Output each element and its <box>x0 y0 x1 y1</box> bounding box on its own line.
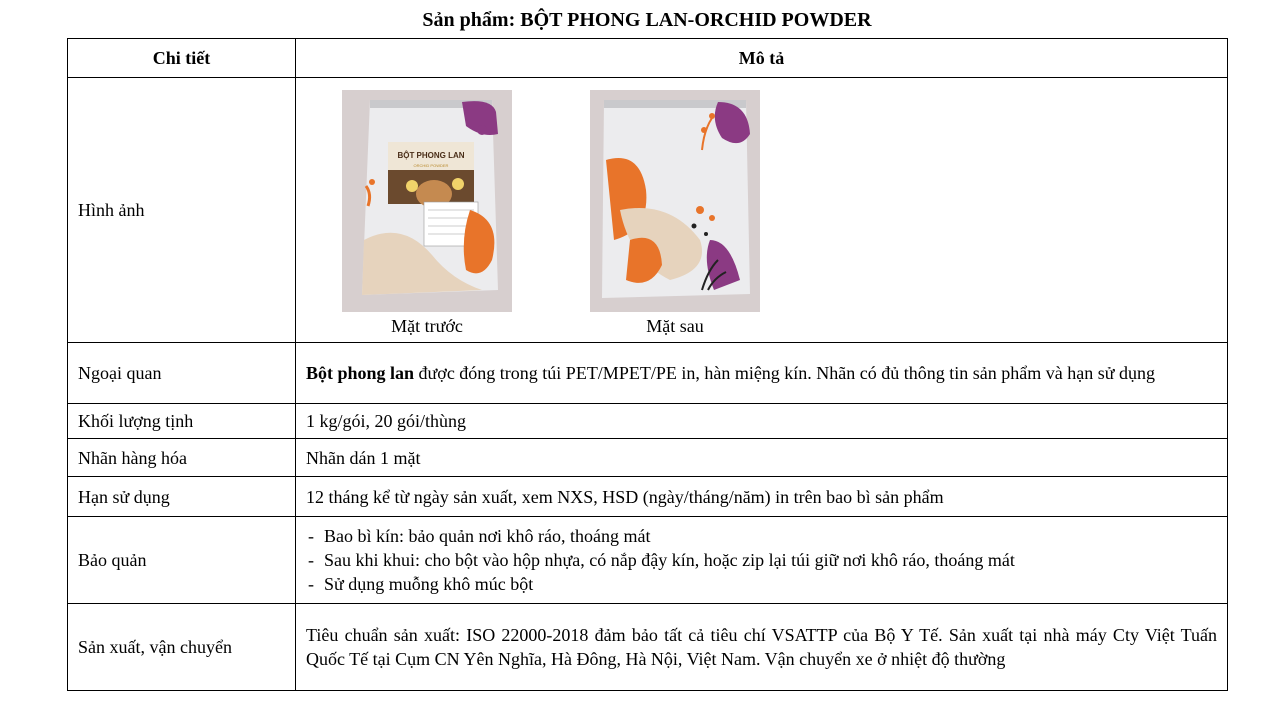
header-detail: Chi tiết <box>68 39 296 78</box>
package-back-image <box>590 90 760 312</box>
row-label-expiry: Hạn sử dụng <box>68 477 296 517</box>
caption-front: Mặt trước <box>391 316 463 336</box>
package-front-image <box>342 90 512 312</box>
list-item: - Sử dụng muỗng khô múc bột <box>306 572 1217 596</box>
table-row-expiry <box>68 477 1228 517</box>
page-title: Sản phẩm: BỘT PHONG LAN-ORCHID POWDER <box>422 9 872 31</box>
package-front-label: BỘT PHONG LAN <box>397 151 465 160</box>
table-row-image <box>68 78 1228 343</box>
row-value-expiry: 12 tháng kể từ ngày sản xuất, xem NXS, HSD (ngày/tháng/năm) in trên bao bì sản phẩm <box>296 477 1228 517</box>
header-description: Mô tả <box>296 39 1228 78</box>
table-row-brand-label <box>68 439 1228 477</box>
row-value-appearance <box>296 343 1228 404</box>
row-label-brand-label: Nhãn hàng hóa <box>68 439 296 477</box>
table-row-net-weight <box>68 404 1228 439</box>
table-header-row <box>68 39 1228 78</box>
caption-back: Mặt sau <box>646 316 704 336</box>
row-value-production: Tiêu chuẩn sản xuất: ISO 22000-2018 đảm bảo tất cả tiêu chí VSATTP của Bộ Y Tế. Sản xuất tại nhà máy Cty Việt Tuấn Quốc Tế tại Cụm CN Yên Nghĩa, Hà Đông, Hà Nội, Việt Nam. Vận chuyển xe ở nhiệt độ thường <box>296 604 1228 691</box>
row-value-brand-label: Nhãn dán 1 mặt <box>296 439 1228 477</box>
row-label-storage: Bảo quản <box>68 517 296 604</box>
package-front-sublabel: ORCHID POWDER <box>413 163 449 168</box>
table-row-appearance <box>68 343 1228 404</box>
storage-list <box>306 524 1217 596</box>
package-images <box>296 78 1227 342</box>
table-row-production <box>68 604 1228 691</box>
row-label-production: Sản xuất, vận chuyển <box>68 604 296 691</box>
row-value-net-weight: 1 kg/gói, 20 gói/thùng <box>296 404 1228 439</box>
row-label-appearance: Ngoại quan <box>68 343 296 404</box>
row-value-storage <box>296 517 1228 604</box>
appearance-product-name: Bột phong lan <box>306 363 415 383</box>
row-label-net-weight: Khối lượng tịnh <box>68 404 296 439</box>
row-label-image: Hình ảnh <box>68 78 296 343</box>
appearance-text: được đóng trong túi PET/MPET/PE in, hàn miệng kín. Nhãn có đủ thông tin sản phẩm và hạn sử dụng <box>414 363 1156 383</box>
product-spec-table <box>67 38 1228 691</box>
list-item: - Bao bì kín: bảo quản nơi khô ráo, thoáng mát <box>306 524 1217 548</box>
list-item: - Sau khi khui: cho bột vào hộp nhựa, có nắp đậy kín, hoặc zip lại túi giữ nơi khô ráo, thoáng mát <box>306 548 1217 572</box>
row-value-image <box>296 78 1228 343</box>
table-row-storage <box>68 517 1228 604</box>
